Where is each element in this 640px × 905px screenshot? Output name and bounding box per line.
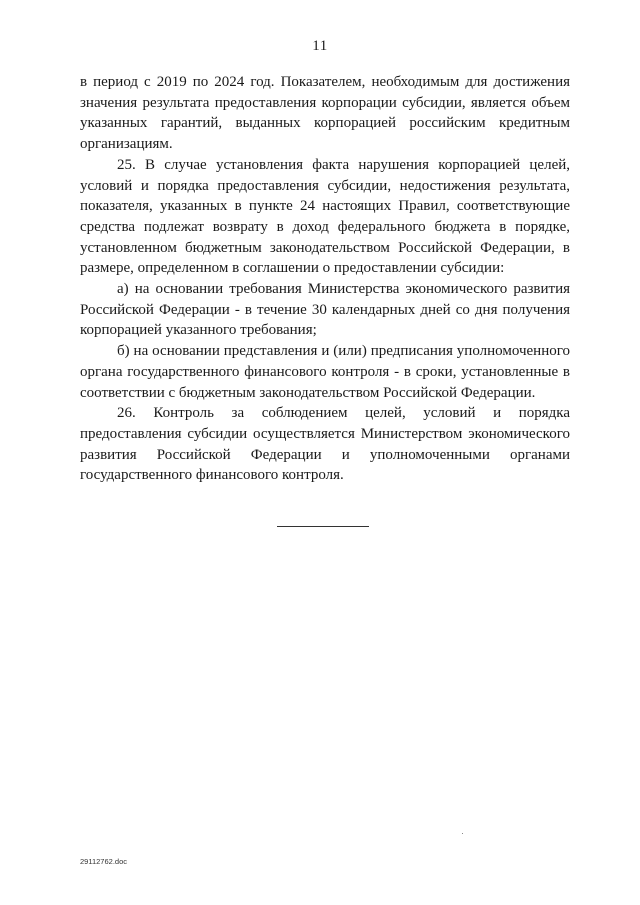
- scan-speck: [462, 833, 463, 834]
- paragraph-item-25: 25. В случае установления факта нарушения корпорацией целей, условий и порядка предоставления субсидии, недостижения результата, показателя, указанных в пункте 24 настоящих Правил, соответствующие средства подлежат возврату в доход федерального бюджета в порядке, установленном бюджетным законодательством Российской Федерации, в размере, определенном в соглашении о предоставлении субсидии:: [80, 156, 570, 277]
- paragraph-continuation: в период с 2019 по 2024 год. Показателем, необходимым для достижения значения результата предоставления корпорации субсидии, является объем указанных гарантий, выданных корпорацией российским кредитным организациям.: [80, 74, 570, 153]
- paragraph-item-26: 26. Контроль за соблюдением целей, условий и порядка предоставления субсидии осуществляется Министерством экономического развития Российской Федерации и уполномоченными органами государственного финансового контроля.: [80, 405, 570, 484]
- page-number: 11: [312, 38, 328, 54]
- document-body: [80, 72, 570, 486]
- end-divider-line: [277, 526, 369, 527]
- paragraph-subitem-b: б) на основании представления и (или) предписания уполномоченного органа государственного финансового контроля - в сроки, установленные в соответствии с бюджетным законодательством Российской Федерации.: [80, 343, 570, 401]
- paragraph-subitem-a: а) на основании требования Министерства экономического развития Российской Федерации - в течение 30 календарных дней со дня получения корпорацией указанного требования;: [80, 281, 570, 339]
- footer-document-code: 29112762.doc: [80, 857, 127, 866]
